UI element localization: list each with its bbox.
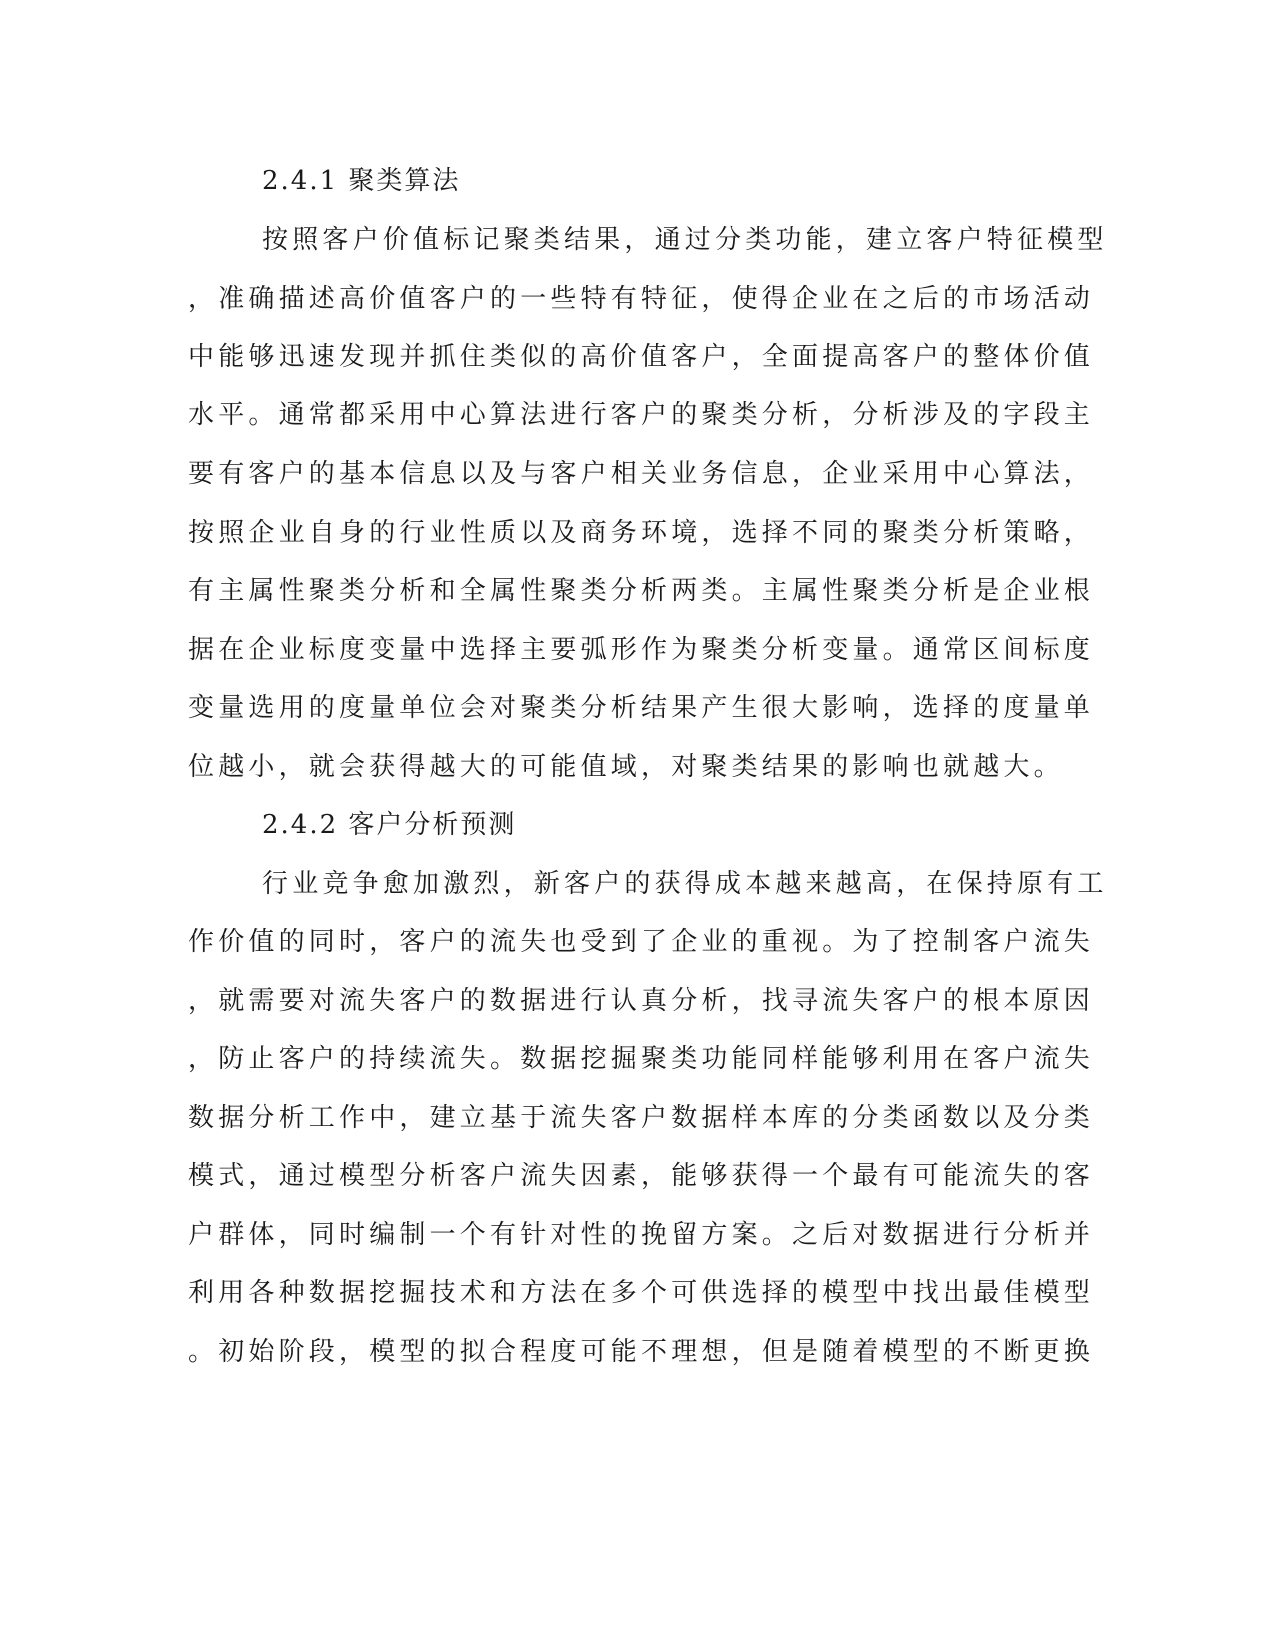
paragraph-line: 中能够迅速发现并抓住类似的高价值客户，全面提高客户的整体价值 <box>188 342 1095 372</box>
paragraph-line: ，防止客户的持续流失。数据挖掘聚类功能同样能够利用在客户流失 <box>188 1044 1095 1074</box>
paragraph-line: 水平。通常都采用中心算法进行客户的聚类分析，分析涉及的字段主 <box>188 400 1095 430</box>
paragraph-line: 。初始阶段，模型的拟合程度可能不理想，但是随着模型的不断更换 <box>188 1337 1095 1367</box>
paragraph-line: 数据分析工作中，建立基于流失客户数据样本库的分类函数以及分类 <box>188 1103 1095 1133</box>
section-heading: 2.4.1 聚类算法 <box>262 166 461 196</box>
paragraph-line: 按照企业自身的行业性质以及商务环境，选择不同的聚类分析策略， <box>188 518 1095 548</box>
paragraph-line: 户群体，同时编制一个有针对性的挽留方案。之后对数据进行分析并 <box>188 1220 1095 1250</box>
section-heading: 2.4.2 客户分析预测 <box>262 810 517 840</box>
paragraph-line: 据在企业标度变量中选择主要弧形作为聚类分析变量。通常区间标度 <box>188 635 1095 665</box>
paragraph-line: 变量选用的度量单位会对聚类分析结果产生很大影响，选择的度量单 <box>188 693 1095 723</box>
paragraph-line: 有主属性聚类分析和全属性聚类分析两类。主属性聚类分析是企业根 <box>188 576 1095 606</box>
paragraph-line: 模式，通过模型分析客户流失因素，能够获得一个最有可能流失的客 <box>188 1161 1095 1191</box>
paragraph-line: 要有客户的基本信息以及与客户相关业务信息，企业采用中心算法， <box>188 459 1095 489</box>
paragraph-line: 按照客户价值标记聚类结果，通过分类功能，建立客户特征模型 <box>262 225 1108 255</box>
paragraph-line: 位越小，就会获得越大的可能值域，对聚类结果的影响也就越大。 <box>188 752 1064 782</box>
paragraph-line: 作价值的同时，客户的流失也受到了企业的重视。为了控制客户流失 <box>188 927 1095 957</box>
paragraph-line: 行业竞争愈加激烈，新客户的获得成本越来越高，在保持原有工 <box>262 869 1108 899</box>
paragraph-line: 利用各种数据挖掘技术和方法在多个可供选择的模型中找出最佳模型 <box>188 1278 1095 1308</box>
paragraph-line: ，就需要对流失客户的数据进行认真分析，找寻流失客户的根本原因 <box>188 986 1095 1016</box>
paragraph-line: ，准确描述高价值客户的一些特有特征，使得企业在之后的市场活动 <box>188 284 1095 314</box>
